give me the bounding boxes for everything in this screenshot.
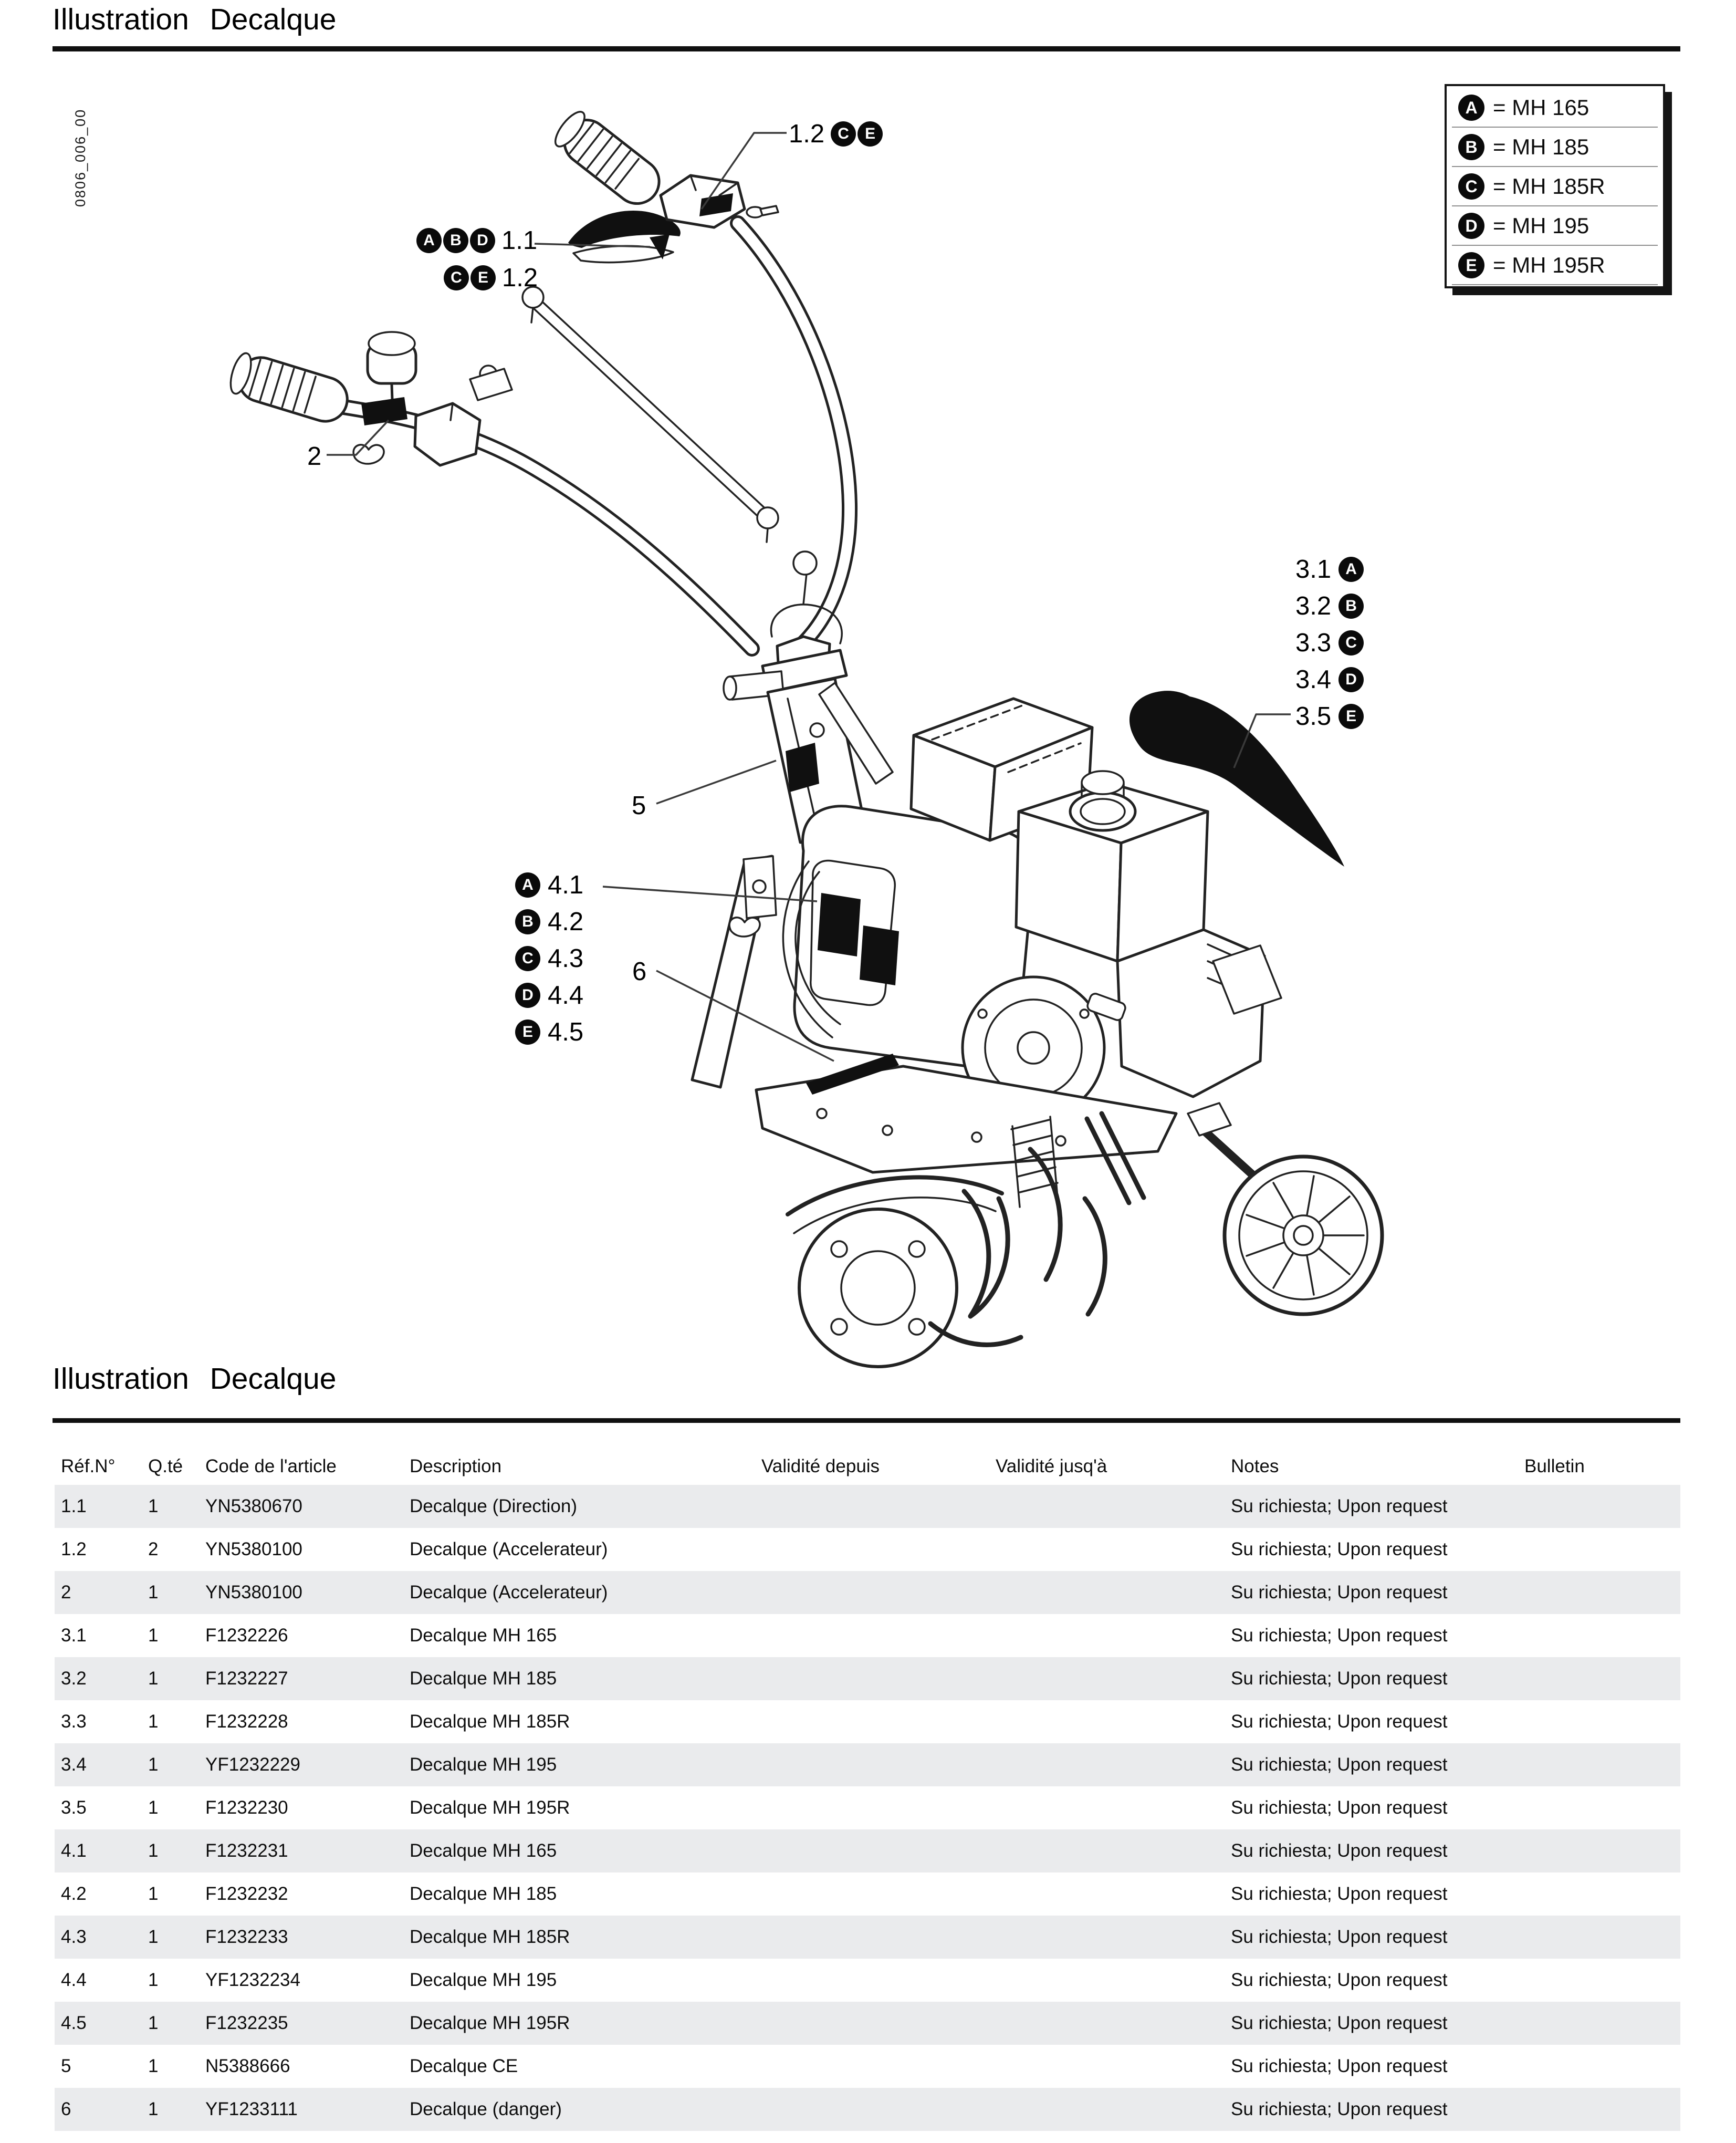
model-chip: E bbox=[1338, 704, 1364, 729]
cell-code: YN5380100 bbox=[205, 1539, 302, 1559]
cell-qty: 1 bbox=[148, 2056, 159, 2076]
callout-stack-4 bbox=[515, 867, 583, 1050]
table-row bbox=[55, 1657, 1680, 1700]
cell-desc: Decalque MH 165 bbox=[410, 1625, 557, 1646]
callout-text: 4.3 bbox=[548, 944, 584, 973]
parts-table bbox=[55, 1448, 1680, 2131]
table-row bbox=[55, 1959, 1680, 2002]
callout-text: 4.5 bbox=[548, 1018, 584, 1046]
cell-code: YF1232234 bbox=[205, 1970, 300, 1990]
cell-notes: Su richiesta; Upon request bbox=[1231, 1970, 1448, 1990]
cell-notes: Su richiesta; Upon request bbox=[1231, 1797, 1448, 1818]
callout-1-1 bbox=[416, 226, 537, 255]
model-chip: D bbox=[470, 228, 495, 253]
table-row bbox=[55, 2088, 1680, 2131]
col-ref: Réf.N° bbox=[61, 1456, 116, 1476]
callout-5 bbox=[632, 791, 646, 820]
legend-label: = MH 195 bbox=[1493, 213, 1589, 238]
cell-qty: 1 bbox=[148, 1625, 159, 1646]
cell-qty: 1 bbox=[148, 1797, 159, 1818]
callout-3-1 bbox=[1295, 551, 1364, 588]
cell-desc: Decalque CE bbox=[410, 2056, 518, 2076]
model-chip: D bbox=[515, 983, 540, 1008]
cell-ref: 4.4 bbox=[61, 1970, 87, 1990]
cell-code: YN5380100 bbox=[205, 1582, 302, 1603]
cell-ref: 3.4 bbox=[61, 1754, 87, 1775]
table-row bbox=[55, 1528, 1680, 1571]
cell-ref: 4.2 bbox=[61, 1884, 87, 1904]
callout-3-4 bbox=[1295, 661, 1364, 698]
callout-text: 1.1 bbox=[501, 226, 538, 255]
callout-text: 4.2 bbox=[548, 908, 584, 936]
callout-text: 5 bbox=[632, 792, 646, 820]
legend-label: = MH 165 bbox=[1493, 95, 1589, 120]
cell-desc: Decalque MH 185R bbox=[410, 1927, 570, 1947]
cell-desc: Decalque (danger) bbox=[410, 2099, 562, 2119]
callout-text: 4.1 bbox=[548, 871, 584, 899]
legend-letter-chip: C bbox=[1458, 173, 1484, 200]
callout-text: 4.4 bbox=[548, 981, 584, 1010]
cell-notes: Su richiesta; Upon request bbox=[1231, 2056, 1448, 2076]
cell-ref: 5 bbox=[61, 2056, 71, 2076]
cell-code: F1232232 bbox=[205, 1884, 288, 1904]
cell-qty: 1 bbox=[148, 1582, 159, 1603]
cell-code: YF1233111 bbox=[205, 2099, 298, 2119]
callout-1-2-top bbox=[789, 119, 883, 149]
cell-code: F1232235 bbox=[205, 2013, 288, 2033]
model-chip: B bbox=[443, 228, 468, 253]
model-chip: C bbox=[515, 946, 540, 971]
cell-desc: Decalque MH 195R bbox=[410, 2013, 570, 2033]
cell-code: F1232230 bbox=[205, 1797, 288, 1818]
cell-code: N5388666 bbox=[205, 2056, 290, 2076]
col-code: Code de l'article bbox=[205, 1456, 337, 1476]
cell-code: F1232226 bbox=[205, 1625, 288, 1646]
callout-text: 3.4 bbox=[1295, 665, 1332, 694]
cell-code: F1232228 bbox=[205, 1711, 288, 1732]
cell-qty: 1 bbox=[148, 1927, 159, 1947]
legend-letter-chip: A bbox=[1458, 95, 1484, 121]
model-chip: C bbox=[831, 121, 856, 147]
cell-notes: Su richiesta; Upon request bbox=[1231, 1582, 1448, 1603]
cell-ref: 1.1 bbox=[61, 1496, 87, 1516]
cell-code: F1232231 bbox=[205, 1840, 288, 1861]
cell-ref: 6 bbox=[61, 2099, 71, 2119]
decal-model-column bbox=[786, 743, 819, 792]
callout-4-3 bbox=[515, 940, 583, 977]
cell-desc: Decalque MH 195 bbox=[410, 1970, 557, 1990]
model-chip: A bbox=[515, 872, 540, 898]
left-grip bbox=[226, 350, 353, 426]
table-row bbox=[55, 1700, 1680, 1743]
cell-desc: Decalque (Direction) bbox=[410, 1496, 578, 1516]
table-body bbox=[55, 1485, 1680, 2131]
cell-qty: 1 bbox=[148, 2099, 159, 2119]
cell-notes: Su richiesta; Upon request bbox=[1231, 2099, 1448, 2119]
cell-desc: Decalque MH 185 bbox=[410, 1884, 557, 1904]
model-chip: E bbox=[857, 121, 883, 147]
col-bulletin: Bulletin bbox=[1524, 1456, 1585, 1476]
model-chip: C bbox=[444, 265, 469, 290]
model-chip: C bbox=[1338, 630, 1364, 656]
callout-text: 3.5 bbox=[1295, 702, 1332, 731]
callout-2 bbox=[307, 442, 321, 471]
cell-ref: 2 bbox=[61, 1582, 71, 1603]
callout-text: 1.2 bbox=[502, 264, 538, 292]
col-qty: Q.té bbox=[148, 1456, 183, 1476]
table-header bbox=[55, 1448, 1680, 1485]
callout-text: 1.2 bbox=[789, 120, 825, 148]
callout-3-5 bbox=[1295, 698, 1364, 735]
table-row bbox=[55, 1916, 1680, 1959]
cell-code: F1232233 bbox=[205, 1927, 288, 1947]
cell-desc: Decalque MH 195R bbox=[410, 1797, 570, 1818]
callout-1-2 bbox=[444, 263, 538, 293]
cell-ref: 4.5 bbox=[61, 2013, 87, 2033]
cell-desc: Decalque MH 185 bbox=[410, 1668, 557, 1689]
callout-text: 6 bbox=[632, 958, 647, 986]
cell-desc: Decalque MH 165 bbox=[410, 1840, 557, 1861]
cell-desc: Decalque (Accelerateur) bbox=[410, 1582, 608, 1603]
cell-ref: 4.1 bbox=[61, 1840, 87, 1861]
right-grip bbox=[550, 107, 668, 213]
callout-text: 2 bbox=[307, 442, 322, 471]
table-row bbox=[55, 1829, 1680, 1872]
cell-ref: 3.2 bbox=[61, 1668, 87, 1689]
decal-model-cover-1 bbox=[818, 893, 861, 956]
model-chip: E bbox=[470, 265, 496, 290]
cell-qty: 1 bbox=[148, 1970, 159, 1990]
cell-desc: Decalque MH 185R bbox=[410, 1711, 570, 1732]
cell-qty: 1 bbox=[148, 1754, 159, 1775]
legend-letter-chip: E bbox=[1458, 252, 1484, 278]
cell-code: YN5380670 bbox=[205, 1496, 302, 1516]
section-title: Illustration Decalque bbox=[53, 1362, 337, 1396]
col-valid-from: Validité depuis bbox=[761, 1456, 880, 1476]
callout-stack-3 bbox=[1295, 551, 1364, 735]
cell-qty: 1 bbox=[148, 1668, 159, 1689]
table-row bbox=[55, 1571, 1680, 1614]
cell-ref: 4.3 bbox=[61, 1927, 87, 1947]
model-chip: E bbox=[515, 1020, 540, 1045]
model-chip: B bbox=[515, 909, 540, 934]
cell-notes: Su richiesta; Upon request bbox=[1231, 1840, 1448, 1861]
cell-notes: Su richiesta; Upon request bbox=[1231, 1884, 1448, 1904]
callout-4-4 bbox=[515, 977, 583, 1014]
decal-model-cover-2 bbox=[860, 925, 899, 985]
cell-notes: Su richiesta; Upon request bbox=[1231, 1927, 1448, 1947]
cell-notes: Su richiesta; Upon request bbox=[1231, 1496, 1448, 1516]
model-chip: D bbox=[1338, 667, 1364, 692]
table-row bbox=[55, 1614, 1680, 1657]
cell-ref: 1.2 bbox=[61, 1539, 87, 1559]
legend-label: = MH 195R bbox=[1493, 252, 1605, 277]
col-notes: Notes bbox=[1231, 1456, 1279, 1476]
cell-qty: 1 bbox=[148, 1711, 159, 1732]
tiller-illustration bbox=[0, 68, 1736, 1392]
cell-qty: 1 bbox=[148, 1884, 159, 1904]
callout-text: 3.2 bbox=[1295, 592, 1332, 620]
callout-3-2 bbox=[1295, 588, 1364, 625]
cell-notes: Su richiesta; Upon request bbox=[1231, 1539, 1448, 1559]
cell-ref: 3.3 bbox=[61, 1711, 87, 1732]
cell-notes: Su richiesta; Upon request bbox=[1231, 2013, 1448, 2033]
callout-text: 3.1 bbox=[1295, 555, 1332, 584]
model-chip: A bbox=[1338, 557, 1364, 582]
cell-desc: Decalque MH 195 bbox=[410, 1754, 557, 1775]
model-chip: B bbox=[1338, 594, 1364, 619]
cell-qty: 1 bbox=[148, 1840, 159, 1861]
callout-3-3 bbox=[1295, 625, 1364, 661]
callout-text: 3.3 bbox=[1295, 629, 1332, 657]
cell-qty: 1 bbox=[148, 1496, 159, 1516]
col-desc: Description bbox=[410, 1456, 502, 1476]
cell-qty: 2 bbox=[148, 1539, 159, 1559]
table-row bbox=[55, 2045, 1680, 2088]
table-row bbox=[55, 1872, 1680, 1916]
callout-4-2 bbox=[515, 903, 583, 940]
legend-label: = MH 185 bbox=[1493, 134, 1589, 159]
legend-letter-chip: D bbox=[1458, 213, 1484, 239]
cell-ref: 3.1 bbox=[61, 1625, 87, 1646]
table-row bbox=[55, 2002, 1680, 2045]
cell-notes: Su richiesta; Upon request bbox=[1231, 1711, 1448, 1732]
cell-code: YF1232229 bbox=[205, 1754, 300, 1775]
legend-letter-chip: B bbox=[1458, 134, 1484, 160]
drawing-number: 0806_006_00 bbox=[72, 108, 88, 207]
cell-code: F1232227 bbox=[205, 1668, 288, 1689]
page-title: Illustration Decalque bbox=[53, 3, 337, 36]
cell-qty: 1 bbox=[148, 2013, 159, 2033]
col-valid-to: Validité jusq'à bbox=[996, 1456, 1107, 1476]
table-row bbox=[55, 1786, 1680, 1829]
callout-6 bbox=[632, 957, 646, 986]
table-row bbox=[55, 1743, 1680, 1786]
cell-ref: 3.5 bbox=[61, 1797, 87, 1818]
cell-notes: Su richiesta; Upon request bbox=[1231, 1625, 1448, 1646]
model-chip: A bbox=[416, 228, 442, 253]
callout-4-1 bbox=[515, 867, 583, 903]
cell-notes: Su richiesta; Upon request bbox=[1231, 1668, 1448, 1689]
legend-label: = MH 185R bbox=[1493, 173, 1605, 199]
section-rule bbox=[53, 1418, 1680, 1423]
cell-notes: Su richiesta; Upon request bbox=[1231, 1754, 1448, 1775]
table-row bbox=[55, 1485, 1680, 1528]
title-rule bbox=[53, 46, 1680, 51]
callout-4-5 bbox=[515, 1014, 583, 1050]
cell-desc: Decalque (Accelerateur) bbox=[410, 1539, 608, 1559]
